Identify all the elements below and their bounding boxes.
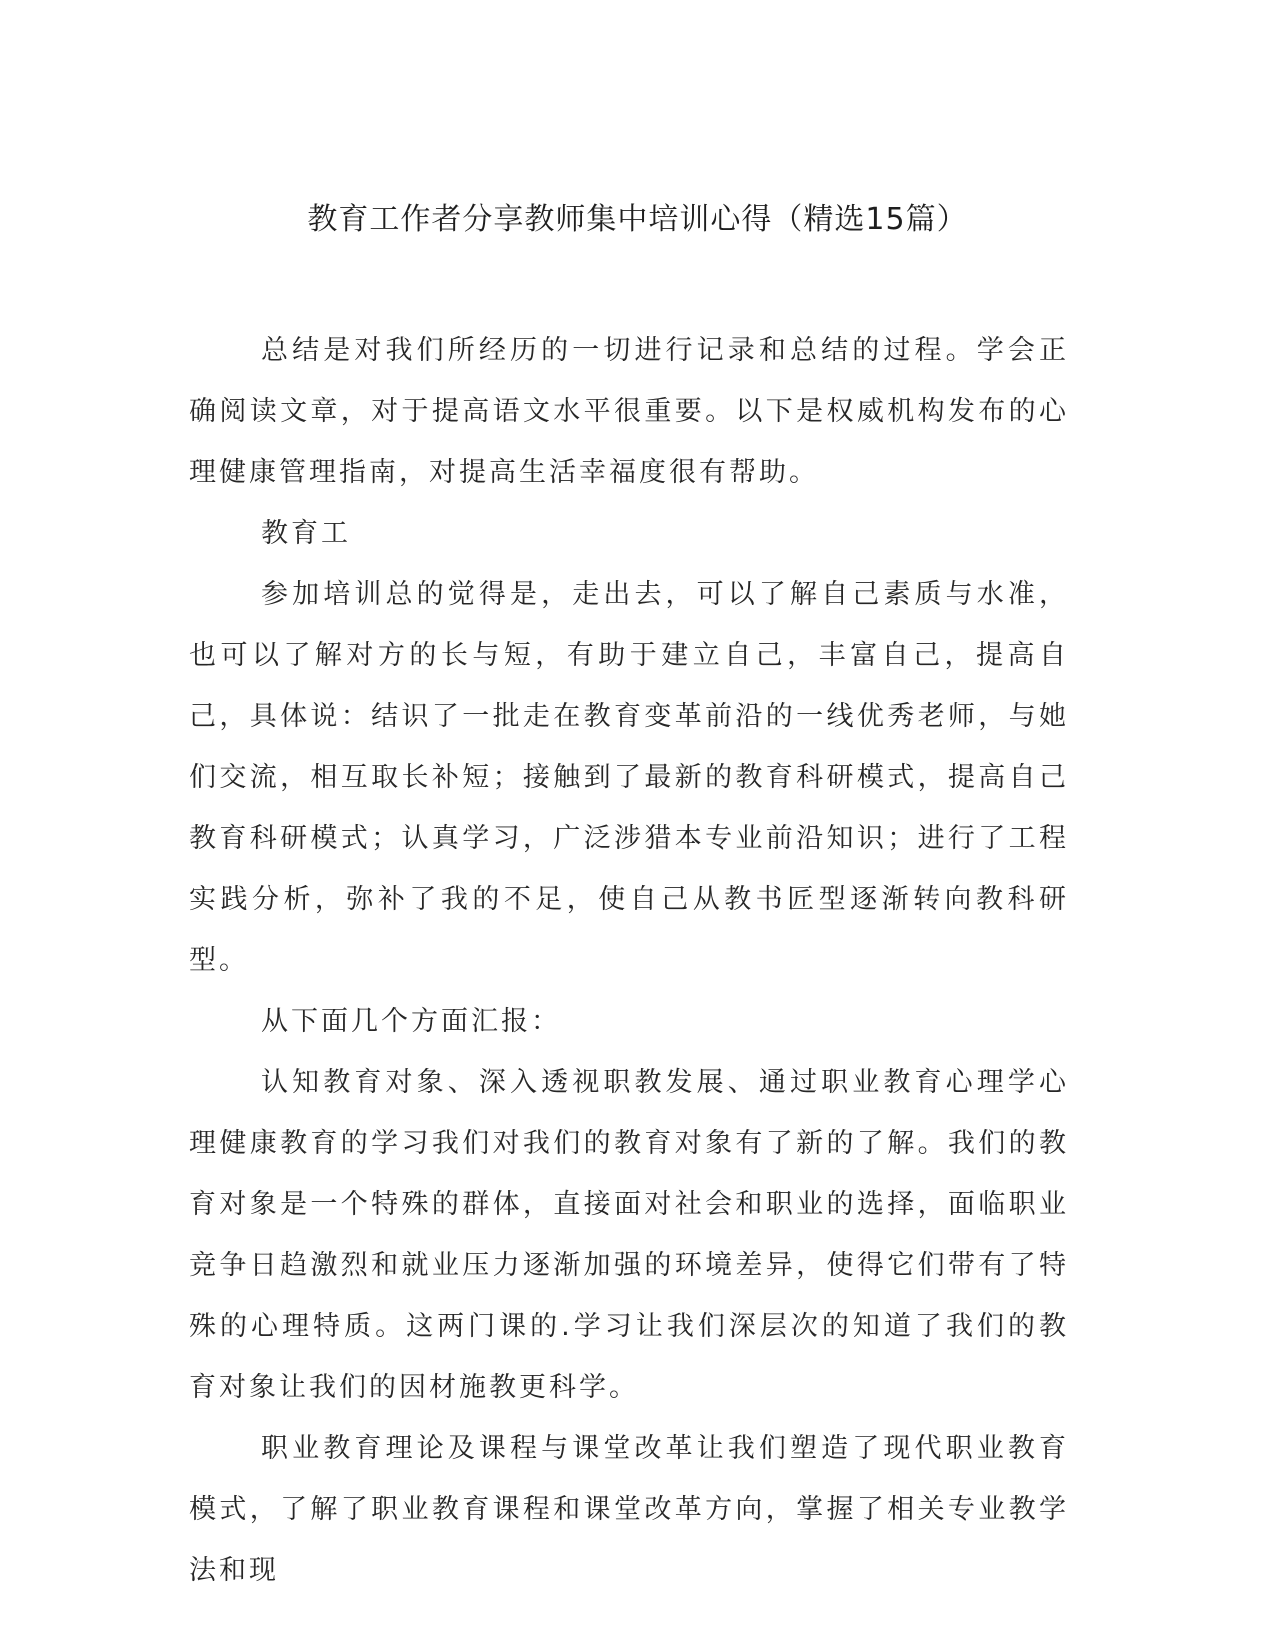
document-title: 教育工作者分享教师集中培训心得（精选15篇）	[307, 202, 968, 237]
paragraph-training-summary: 参加培训总的觉得是，走出去，可以了解自己素质与水准，也可以了解对方的长与短，有助于建立自己，丰富自己，提高自己，具体说：结识了一批走在教育变革前沿的一线优秀老师，与她们交流，相互取长补短；接触到了最新的教育科研模式，提高自己教育科研模式；认真学习，广泛涉猎本专业前沿知识；进行了工程实践分析，弥补了我的不足，使自己从教书匠型逐渐转向教科研型。	[189, 579, 1069, 976]
paragraph-heading-fragment: 教育工	[261, 518, 351, 549]
paragraph-report-intro: 从下面几个方面汇报：	[261, 1006, 561, 1037]
paragraph-intro: 总结是对我们所经历的一切进行记录和总结的过程。学会正确阅读文章，对于提高语文水平很重要。以下是权威机构发布的心理健康管理指南，对提高生活幸福度很有帮助。	[189, 335, 1069, 488]
document-body	[189, 320, 1069, 1601]
paragraph-vocational-theory: 职业教育理论及课程与课堂改革让我们塑造了现代职业教育模式，了解了职业教育课程和课堂改革方向，掌握了相关专业教学法和现	[189, 1433, 1069, 1586]
paragraph-education-object: 认知教育对象、深入透视职教发展、通过职业教育心理学心理健康教育的学习我们对我们的教育对象有了新的了解。我们的教育对象是一个特殊的群体，直接面对社会和职业的选择，面临职业竞争日趋激烈和就业压力逐渐加强的环境差异，使得它们带有了特殊的心理特质。这两门课的.学习让我们深层次的知道了我们的教育对象让我们的因材施教更科学。	[189, 1067, 1069, 1403]
